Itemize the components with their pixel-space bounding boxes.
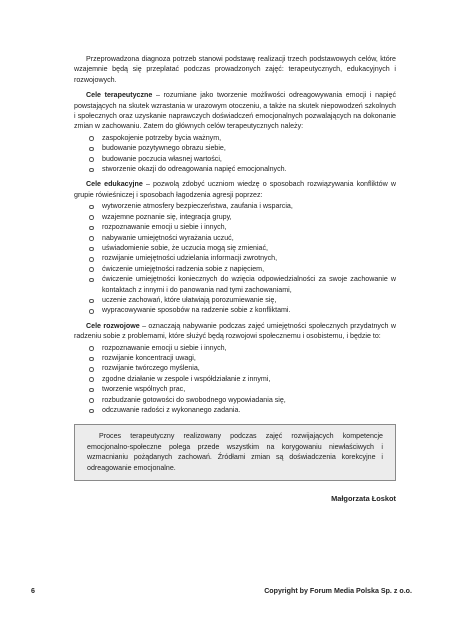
list-item: rozwijanie twórczego myślenia, — [102, 363, 396, 373]
list-item: uświadomienie sobie, że uczucia mogą się zmieniać, — [102, 243, 396, 253]
therapeutic-paragraph — [74, 90, 396, 132]
educational-paragraph — [74, 179, 396, 200]
educational-title: Cele edukacyjne — [86, 180, 143, 189]
list-item: ćwiczenie umiejętności koniecznych do wzięcia odpowiedzialności za swoje zachowanie w kontaktach z innymi i do panowania nad tymi zachowaniami, — [102, 275, 396, 294]
page-footer — [31, 587, 412, 595]
list-item: wypracowywanie sposobów na radzenie sobie z konfliktami. — [102, 305, 396, 315]
therapeutic-text: – rozumiane jako tworzenie możliwości odreagowywania emocji i napięć powstających na skutek wzrastania w urazowym otoczeniu, a także na skutek niepowodzeń szkolnych i społecznych oraz uzyskanie naprawczych doświadczeń emocjonalnych pozwalających na dokonanie zmian w zachowaniu. Zatem do głównych celów terapeutycznych należy: — [74, 91, 396, 131]
list-item: rozpoznawanie emocji u siebie i innych, — [102, 343, 396, 353]
list-item: odczuwanie radości z wykonanego zadania. — [102, 405, 396, 415]
developmental-title: Cele rozwojowe — [86, 321, 140, 330]
list-item: uczenie zachowań, które ułatwiają porozumiewanie się, — [102, 295, 396, 305]
educational-list — [74, 201, 396, 315]
list-item: rozwijanie umiejętności udzielania informacji zwrotnych, — [102, 253, 396, 263]
developmental-paragraph — [74, 321, 396, 342]
list-item: budowanie poczucia własnej wartości, — [102, 154, 396, 164]
developmental-text: – oznaczają nabywanie podczas zajęć umiejętności społecznych przydatnych w radzeniu sobie z problemami, które służyć będą rozwojowi społecznemu i osobistemu, i będzie to: — [74, 321, 396, 341]
list-item: rozbudzanie gotowości do swobodnego wypowiadania się, — [102, 395, 396, 405]
therapeutic-list — [74, 133, 396, 175]
list-item: wytworzenie atmosfery bezpieczeństwa, zaufania i wsparcia, — [102, 201, 396, 211]
copyright-notice: Copyright by Forum Media Polska Sp. z o.o. — [264, 587, 412, 595]
list-item: rozwijanie koncentracji uwagi, — [102, 353, 396, 363]
page-content — [74, 54, 396, 504]
author-signature: Małgorzata Łoskot — [331, 494, 396, 504]
educational-text: – pozwolą zdobyć uczniom wiedzę o sposobach rozwiązywania konfliktów w grupie rówieśniczej i sposobach łagodzenia agresji poprzez: — [74, 180, 396, 199]
summary-box — [74, 424, 396, 481]
developmental-list — [74, 343, 396, 416]
list-item: tworzenie wspólnych prac, — [102, 384, 396, 394]
list-item: stworzenie okazji do odreagowania napięć emocjonalnych. — [102, 164, 396, 174]
summary-text: Proces terapeutyczny realizowany podczas zajęć rozwijających kompetencje emocjonalno-społeczne polega przede wszystkim na korygowaniu niewłaściwych i wzmacnianiu pożądanych zachowań. Źródłami zmian są doświadczenia korekcyjne i odreagowanie emocjonalne. — [87, 432, 383, 472]
therapeutic-title: Cele terapeutyczne — [86, 91, 153, 100]
list-item: zgodne działanie w zespole i współdziałanie z innymi, — [102, 374, 396, 384]
page-number: 6 — [31, 587, 35, 595]
list-item: wzajemne poznanie się, integracja grupy, — [102, 212, 396, 222]
list-item: nabywanie umiejętności wyrażania uczuć, — [102, 233, 396, 243]
intro-paragraph: Przeprowadzona diagnoza potrzeb stanowi podstawę realizacji trzech podstawowych celów, które wzajemnie będą się przeplatać podczas prowadzonych zajęć: terapeutycznych, edukacyjnych i rozwojowych. — [74, 55, 396, 84]
list-item: ćwiczenie umiejętności radzenia sobie z napięciem, — [102, 264, 396, 274]
list-item: budowanie pozytywnego obrazu siebie, — [102, 143, 396, 153]
list-item: zaspokojenie potrzeby bycia ważnym, — [102, 133, 396, 143]
list-item: rozpoznawanie emocji u siebie i innych, — [102, 222, 396, 232]
